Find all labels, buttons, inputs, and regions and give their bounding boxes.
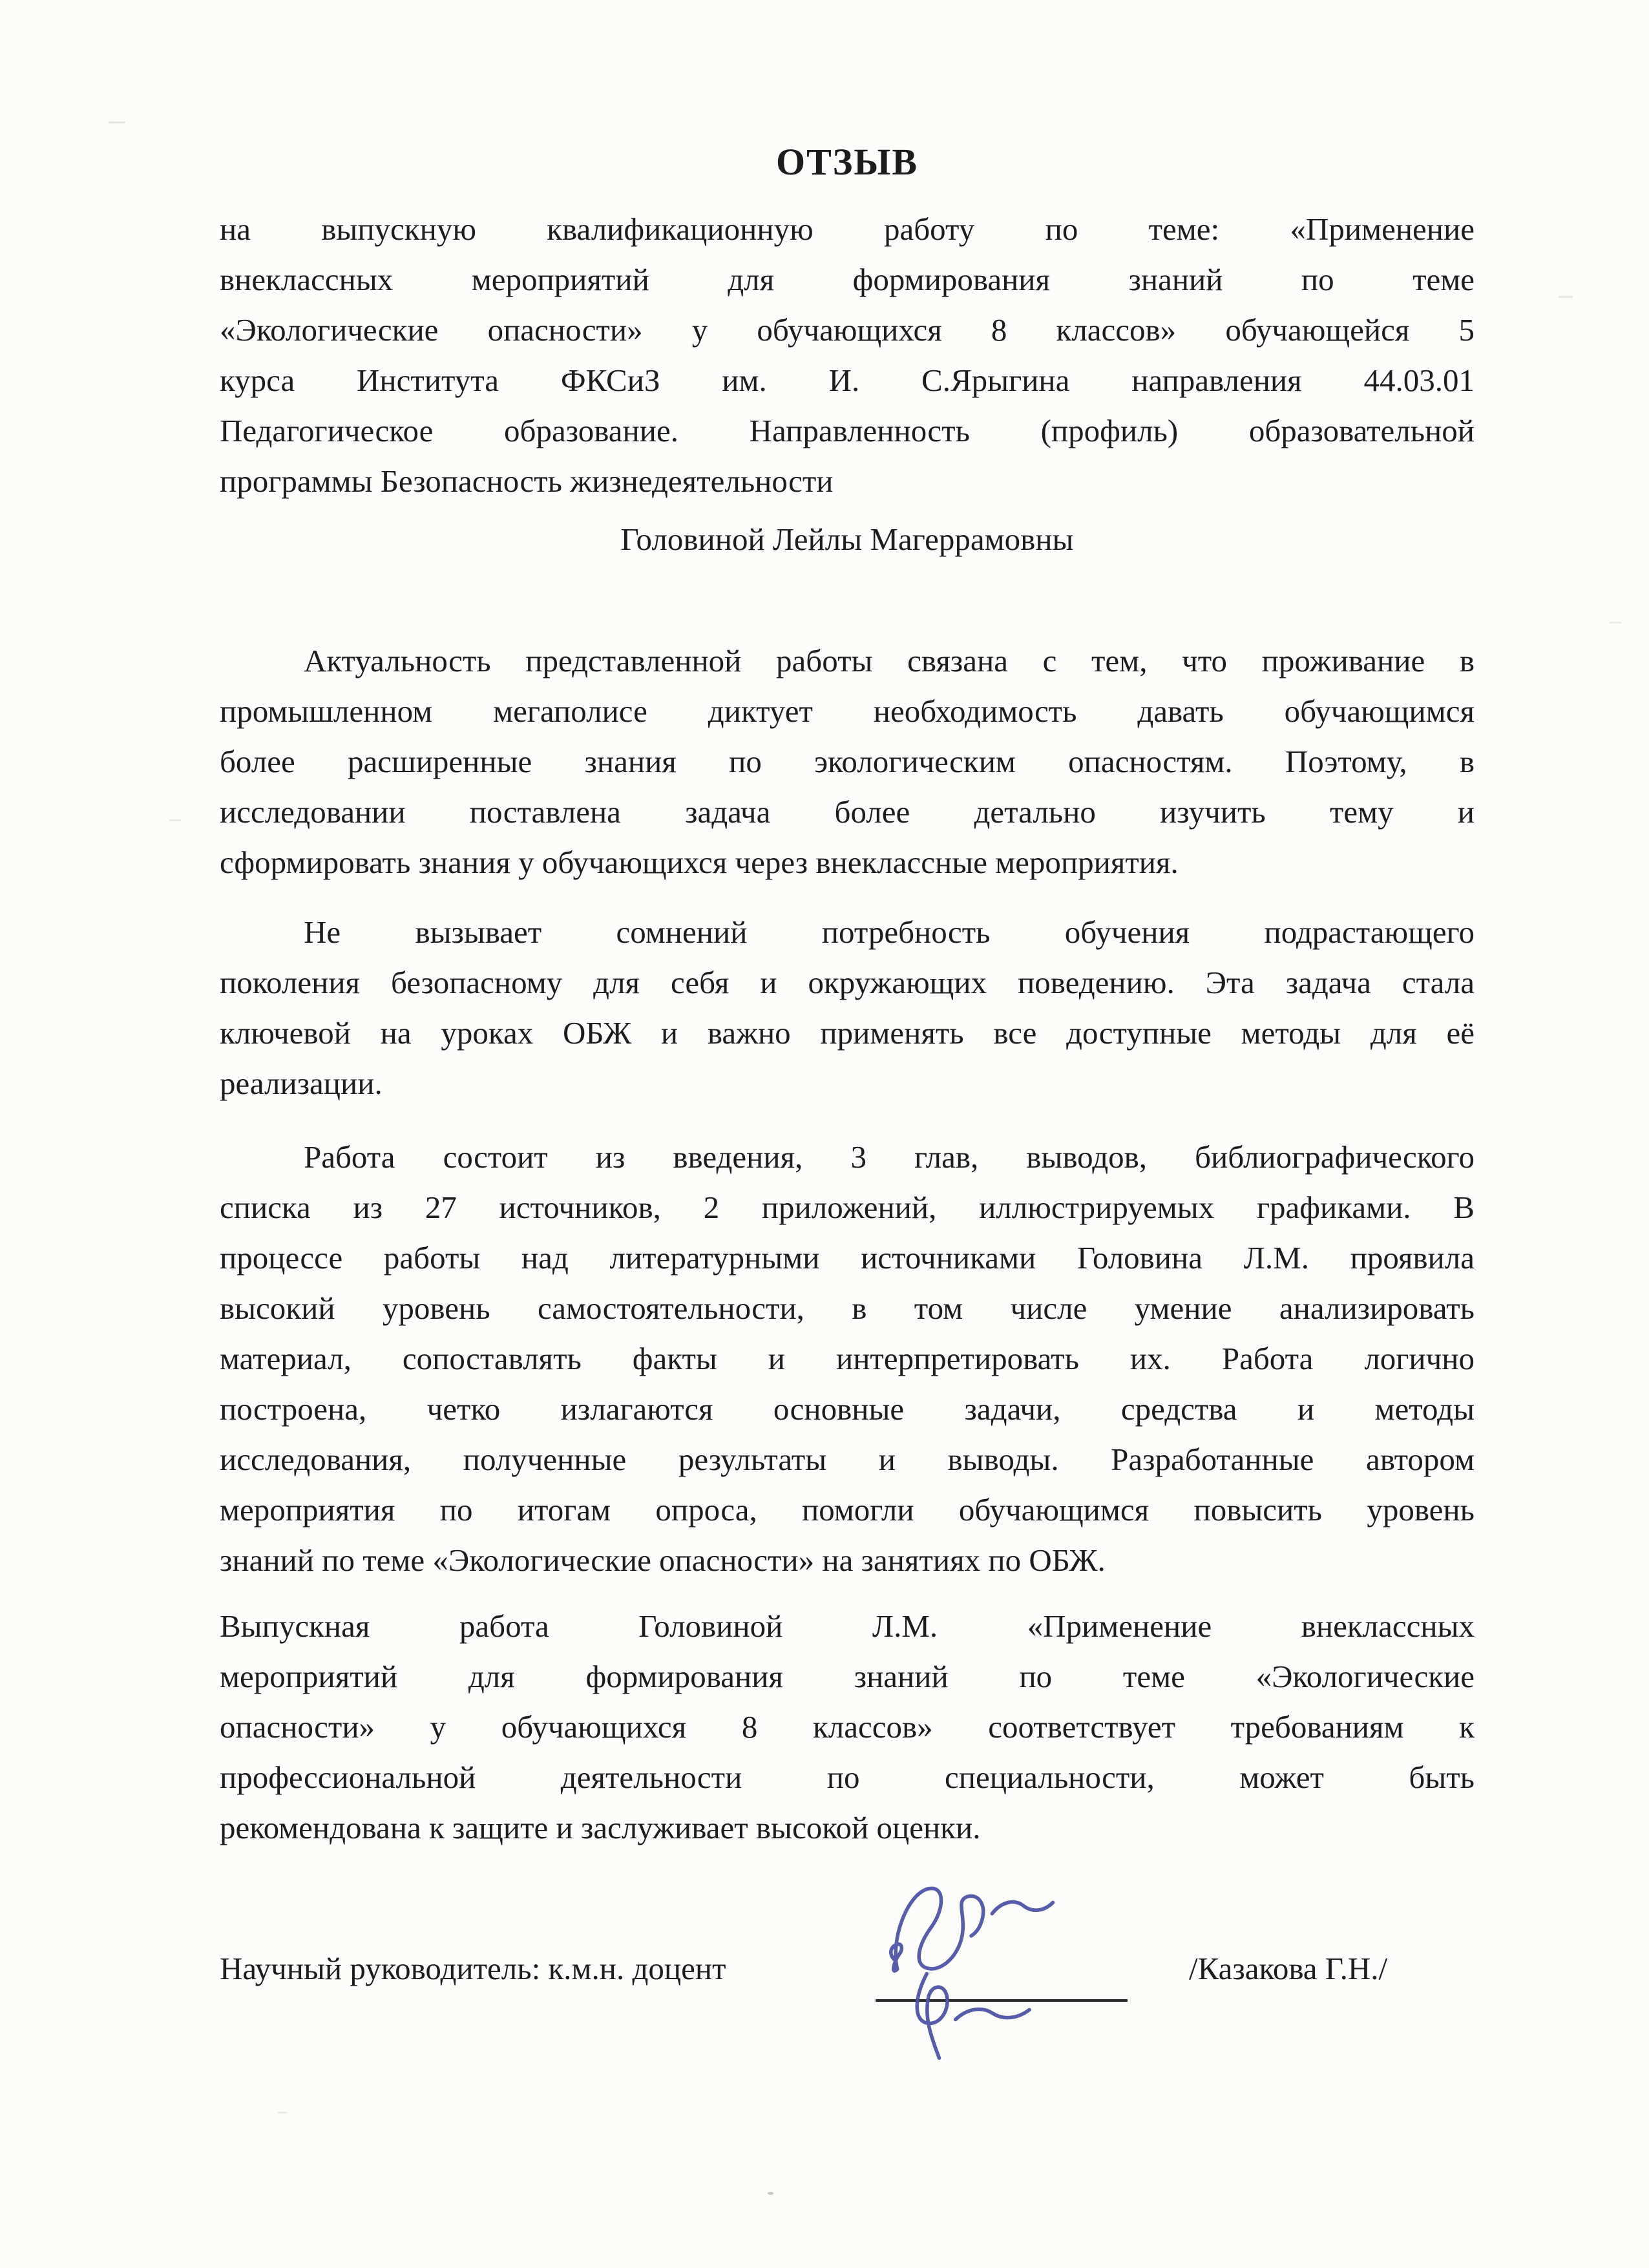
paragraph-conclusion [220, 1601, 1475, 1853]
text-line: Выпускная работа Головиной Л.М. «Применение внеклассных [220, 1608, 1475, 1644]
supervisor-label: Научный руководитель: к.м.н. доцент [220, 1951, 726, 1986]
scan-artifact [1609, 622, 1622, 624]
text-line: поколения безопасному для себя и окружающих поведению. Эта задача стала [220, 965, 1475, 1000]
document-content [220, 137, 1475, 2137]
text-line: промышленном мегаполисе диктует необходимость давать обучающимся [220, 693, 1475, 729]
text-line: мероприятия по итогам опроса, помогли обучающимся повысить уровень [220, 1492, 1475, 1528]
text-line: Педагогическое образование. Направленность (профиль) образовательной [220, 413, 1475, 448]
paragraph-structure [220, 1132, 1475, 1586]
student-name: Головиной Лейлы Магеррамовны [620, 521, 1074, 557]
text-line: ключевой на уроках ОБЖ и важно применять все доступные методы для её [220, 1015, 1475, 1051]
text-line: «Экологические опасности» у обучающихся 8 классов» обучающейся 5 [220, 312, 1475, 348]
handwritten-signature [856, 1867, 1137, 2064]
signature-row [220, 1944, 1475, 2137]
scan-artifact [169, 819, 181, 821]
page-title: ОТЗЫВ [775, 141, 919, 183]
scan-artifact [109, 121, 125, 123]
text-line: опасности» у обучающихся 8 классов» соответствует требованиям к [220, 1709, 1475, 1745]
text-line: высокий уровень самостоятельности, в том числе умение анализировать [220, 1290, 1475, 1326]
paragraph-relevance [220, 636, 1475, 888]
text-line: программы Безопасность жизнедеятельности [220, 463, 834, 499]
scan-artifact [278, 2112, 287, 2114]
text-line: исследовании поставлена задача более детально изучить тему и [220, 794, 1475, 830]
text-line: знаний по теме «Экологические опасности» на занятиях по ОБЖ. [220, 1542, 1106, 1578]
text-line: материал, сопоставлять факты и интерпретировать их. Работа логично [220, 1341, 1475, 1376]
text-line: Работа состоит из введения, 3 глав, выводов, библиографического [304, 1139, 1475, 1175]
scan-artifact [768, 2192, 773, 2195]
scan-artifact [1559, 296, 1573, 298]
text-line: списка из 27 источников, 2 приложений, иллюстрируемых графиками. В [220, 1190, 1475, 1225]
text-line: Актуальность представленной работы связана с тем, что проживание в [304, 643, 1475, 678]
text-line: рекомендована к защите и заслуживает высокой оценки. [220, 1810, 981, 1845]
text-line: процессе работы над литературными источниками Головина Л.М. проявила [220, 1240, 1475, 1276]
text-line: более расширенные знания по экологическим опасностям. Поэтому, в [220, 744, 1475, 779]
text-line: реализации. [220, 1066, 383, 1101]
text-line: внеклассных мероприятий для формирования знаний по теме [220, 262, 1475, 297]
text-line: построена, четко излагаются основные задачи, средства и методы [220, 1391, 1475, 1427]
text-line: исследования, полученные результаты и выводы. Разработанные автором [220, 1442, 1475, 1477]
text-line: курса Института ФКСиЗ им. И. С.Ярыгина направления 44.03.01 [220, 362, 1475, 398]
text-line: Не вызывает сомнений потребность обучения подрастающего [304, 914, 1475, 950]
text-line: сформировать знания у обучающихся через внеклассные мероприятия. [220, 845, 1179, 880]
paragraph-thesis-header [220, 204, 1475, 507]
text-line: мероприятий для формирования знаний по теме «Экологические [220, 1659, 1475, 1694]
text-line: на выпускную квалификационную работу по теме: «Применение [220, 211, 1475, 247]
signature-line [876, 1999, 1128, 2002]
text-line: профессиональной деятельности по специальности, может быть [220, 1759, 1475, 1795]
paragraph-no-doubt [220, 907, 1475, 1109]
supervisor-name: /Казакова Г.Н./ [1189, 1951, 1388, 1986]
